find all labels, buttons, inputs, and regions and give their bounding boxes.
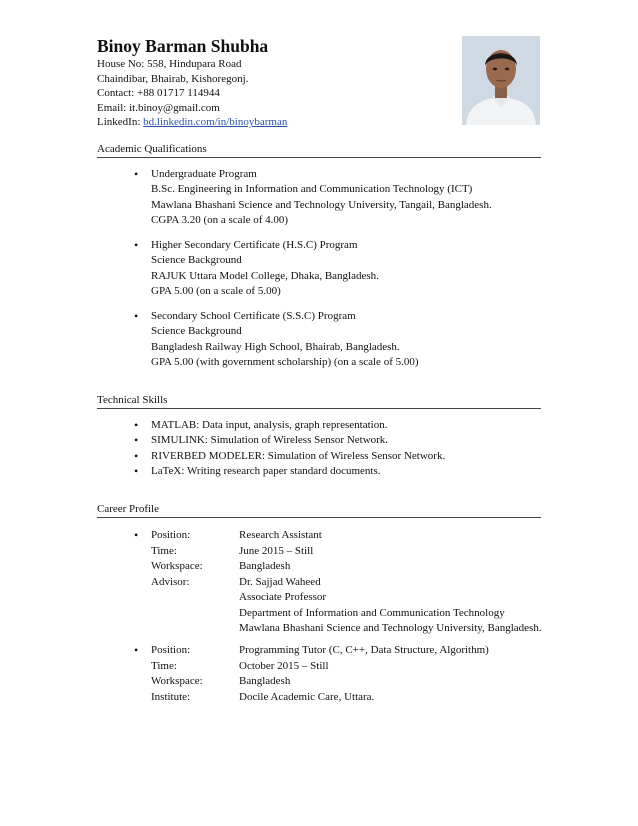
academic-item	[134, 309, 419, 371]
section-divider	[97, 408, 541, 409]
bullet-icon: •	[134, 528, 139, 542]
academic-list	[134, 309, 419, 371]
time-value: October 2015 – Still	[239, 659, 329, 672]
workspace-value: Bangladesh	[239, 560, 291, 572]
skill-item: • MATLAB: Data input, analysis, graph representation.	[134, 418, 445, 433]
workspace-label: Workspace:	[151, 560, 203, 572]
academic-item	[134, 238, 379, 300]
position-label: Position:	[151, 529, 191, 541]
career-section-title: Career Profile	[97, 503, 159, 515]
linkedin-line	[97, 115, 287, 130]
advisor-title: Associate Professor	[239, 591, 327, 603]
skills-list	[134, 418, 445, 480]
institute-row	[134, 690, 554, 706]
bullet-icon: •	[134, 643, 139, 657]
degree-detail: Science Background	[151, 254, 242, 267]
skill-item: • RIVERBED MODELER: Simulation of Wireless Sensor Network.	[134, 449, 445, 464]
degree-detail: Science Background	[151, 325, 242, 338]
advisor-value: Dr. Sajjad Waheed	[239, 575, 321, 588]
address-line-2: Chaindibar, Bhairab, Kishoregonj.	[97, 72, 249, 85]
phone-line: Contact: +88 01717 114944	[97, 87, 220, 100]
program-name: • Higher Secondary Certificate (H.S.C) Program	[151, 239, 358, 251]
email-line: Email: it.binoy@gmail.com	[97, 101, 220, 114]
institute-label: Institute:	[151, 690, 191, 703]
section-divider	[97, 517, 541, 518]
position-value: Research Assistant	[239, 529, 322, 541]
address-line-1: House No: 558, Hindupara Road	[97, 58, 242, 70]
candidate-name: Binoy Barman Shubha	[97, 36, 269, 56]
time-value: June 2015 – Still	[239, 544, 314, 557]
advisor-department: Department of Information and Communication Technology	[239, 606, 505, 619]
institution: Bangladesh Railway High School, Bhairab, Bangladesh.	[151, 340, 400, 353]
contact-block	[97, 57, 287, 130]
skills-section-title: Technical Skills	[97, 394, 168, 406]
grade: GPA 5.00 (with government scholarship) (on a scale of 5.00)	[151, 356, 419, 369]
workspace-value: Bangladesh	[239, 675, 291, 687]
career-entry	[134, 643, 554, 705]
institution: RAJUK Uttara Model College, Dhaka, Bangladesh.	[151, 269, 379, 282]
institute-value: Docile Academic Care, Uttara.	[239, 690, 375, 703]
time-row	[134, 659, 554, 675]
skill-item: • LaTeX: Writing research paper standard documents.	[134, 464, 445, 479]
academic-item	[134, 167, 492, 229]
institution: Mawlana Bhashani Science and Technology University, Tangail, Bangladesh.	[151, 198, 492, 211]
skill-item: • SIMULINK: Simulation of Wireless Sensor Network.	[134, 433, 445, 448]
grade: CGPA 3.20 (on a scale of 4.00)	[151, 214, 289, 227]
profile-photo	[462, 36, 540, 125]
program-name: • Undergraduate Program	[151, 168, 257, 180]
profile-photo-image	[462, 36, 540, 125]
workspace-row	[134, 559, 554, 575]
workspace-row	[134, 674, 554, 690]
program-name: • Secondary School Certificate (S.S.C) Program	[151, 310, 356, 322]
linkedin-link[interactable]: bd.linkedin.com/in/binoybarman	[143, 116, 288, 129]
section-divider	[97, 157, 541, 158]
advisor-row	[134, 575, 554, 591]
academic-list	[134, 167, 492, 229]
grade: GPA 5.00 (on a scale of 5.00)	[151, 285, 281, 298]
advisor-label: Advisor:	[151, 575, 190, 588]
time-row	[134, 544, 554, 560]
academic-section-title: Academic Qualifications	[97, 143, 207, 155]
academic-list	[134, 238, 379, 300]
position-value: Programming Tutor (C, C++, Data Structure, Algorithm)	[239, 644, 489, 656]
linkedin-label: LinkedIn:	[97, 116, 144, 129]
workspace-label: Workspace:	[151, 675, 203, 687]
career-entry	[134, 528, 554, 637]
time-label: Time:	[151, 659, 177, 672]
advisor-university: Mawlana Bhashani Science and Technology University, Bangladesh.	[239, 622, 542, 634]
position-row	[134, 643, 554, 659]
time-label: Time:	[151, 544, 177, 557]
degree-detail: B.Sc. Engineering in Information and Communication Technology (ICT)	[151, 183, 473, 196]
position-row	[134, 528, 554, 544]
position-label: Position:	[151, 644, 191, 656]
